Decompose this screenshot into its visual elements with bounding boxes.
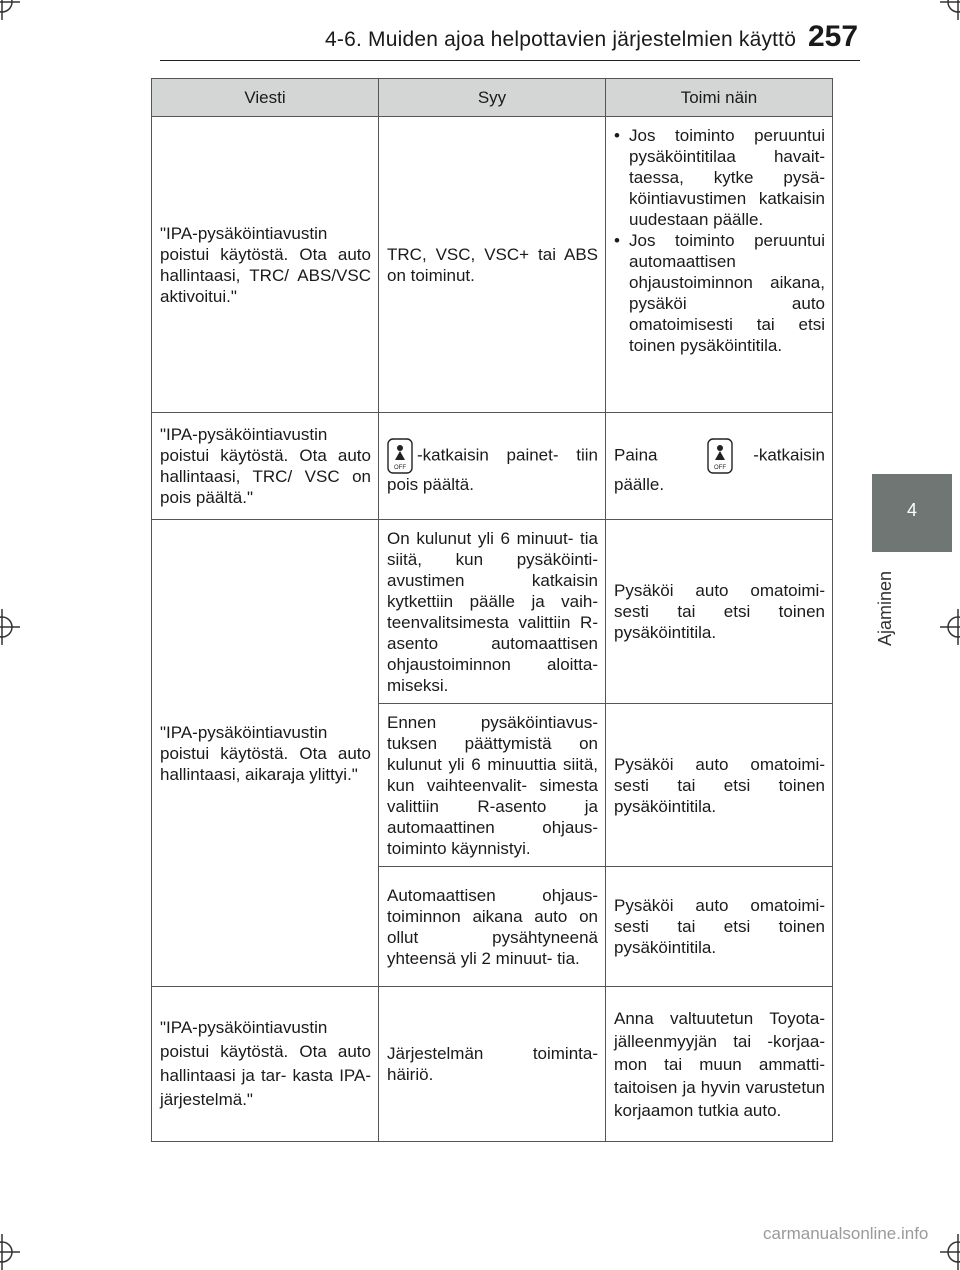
cause-text: -katkaisin painet- tiin pois päältä. xyxy=(387,444,598,494)
cause-cell: Ennen pysäköintiavus- tuksen päättymistä on kulunut yli 6 minuuttia siitä, kun vaihteenvalit- simesta valittiin R-asento ja automaattinen ohjaus- toiminto käynnistyi. xyxy=(379,704,606,867)
registration-mark-bottom-right-icon xyxy=(940,1234,960,1270)
message-cell: "IPA-pysäköintiavustin poistui käytöstä. Ota auto hallintaasi, TRC/ VSC on pois päältä." xyxy=(152,413,379,520)
svg-text:OFF: OFF xyxy=(714,464,727,471)
column-header-cause: Syy xyxy=(379,79,606,117)
action-cell xyxy=(606,413,833,520)
cause-cell: On kulunut yli 6 minuut- tia siitä, kun pysäköinti- avustimen katkaisin kytkettiin päälle ja vaih- teenvalitsimesta valittiin R-asento automaattisen ohjaustoiminnon aloitta- miseksi. xyxy=(379,520,606,704)
registration-mark-mid-left-icon xyxy=(0,609,20,645)
page-number: 257 xyxy=(808,20,859,53)
ipa-off-switch-icon xyxy=(387,438,413,474)
svg-text:OFF: OFF xyxy=(394,464,406,471)
action-cell: Pysäköi auto omatoimi- sesti tai etsi toinen pysäköintitila. xyxy=(606,867,833,987)
header-divider xyxy=(160,60,860,61)
registration-mark-mid-right-icon xyxy=(940,609,960,645)
cause-cell: Järjestelmän toiminta- häiriö. xyxy=(379,987,606,1142)
registration-mark-top-right-icon xyxy=(940,0,960,20)
message-cell: "IPA-pysäköintiavustin poistui käytöstä. Ota auto hallintaasi ja tar- kasta IPA-järjestelmä." xyxy=(152,987,379,1142)
table-row xyxy=(152,520,833,704)
action-cell: Pysäköi auto omatoimi- sesti tai etsi toinen pysäköintitila. xyxy=(606,520,833,704)
column-header-action: Toimi näin xyxy=(606,79,833,117)
message-table xyxy=(151,78,833,1142)
table-row xyxy=(152,117,833,413)
watermark: carmanualsonline.info xyxy=(763,1224,929,1243)
action-cell: Pysäköi auto omatoimi- sesti tai etsi toinen pysäköintitila. xyxy=(606,704,833,867)
ipa-off-switch-icon xyxy=(707,438,733,474)
chapter-side-label xyxy=(875,558,903,648)
registration-mark-top-left-icon xyxy=(0,0,20,20)
cause-cell: TRC, VSC, VSC+ tai ABS on toiminut. xyxy=(379,117,606,413)
message-cell: "IPA-pysäköintiavustin poistui käytöstä. Ota auto hallintaasi, aikaraja ylittyi." xyxy=(152,520,379,987)
column-header-message: Viesti xyxy=(152,79,379,117)
chapter-side-label-text: Ajaminen xyxy=(875,570,895,646)
chapter-tab-number: 4 xyxy=(906,500,917,520)
action-suffix: -katkaisin päälle. xyxy=(614,444,825,494)
list-item: • Jos toiminto peruuntui pysäköintitilaa havait- taessa, kytke pysä- köintiavustimen katkaisin uudestaan päälle. xyxy=(614,125,825,230)
list-item: • Jos toiminto peruuntui automaattisen ohjaustoiminnon aikana, pysäköi auto omatoimisesti tai etsi toinen pysäköintitila. xyxy=(614,230,825,356)
action-list xyxy=(614,125,825,356)
action-cell: Anna valtuutetun Toyota- jälleenmyyjän tai -korjaa- mon tai muun ammatti- taitoisen ja hyvin varustetun korjaamon tutkia auto. xyxy=(606,987,833,1142)
action-prefix: Paina xyxy=(614,444,658,464)
table-row xyxy=(152,987,833,1142)
section-title: 4-6. Muiden ajoa helpottavien järjestelmien käyttö xyxy=(325,28,797,51)
action-cell xyxy=(606,117,833,413)
chapter-tab xyxy=(872,474,952,552)
cause-cell xyxy=(379,413,606,520)
registration-mark-bottom-left-icon xyxy=(0,1234,20,1270)
message-cell: "IPA-pysäköintiavustin poistui käytöstä. Ota auto hallintaasi, TRC/ ABS/VSC aktivoitui." xyxy=(152,117,379,413)
table-header-row xyxy=(152,79,833,117)
cause-cell: Automaattisen ohjaus- toiminnon aikana auto on ollut pysähtyneenä yhteensä yli 2 minuut- tia. xyxy=(379,867,606,987)
table-row xyxy=(152,413,833,520)
